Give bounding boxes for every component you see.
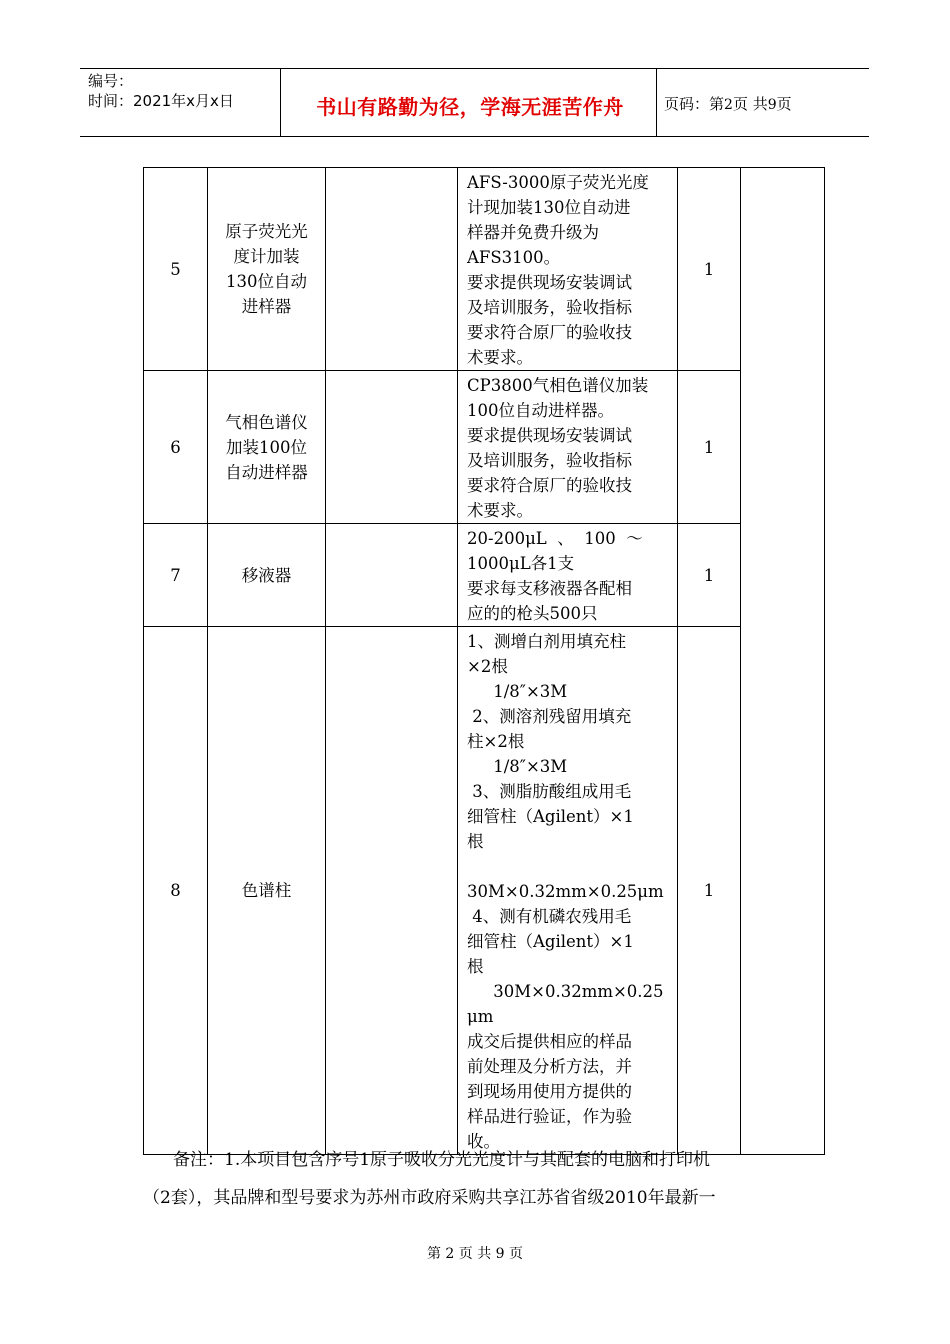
desc-line: 要求每支移液器各配相 — [467, 579, 632, 598]
name-line: 度计加装 — [233, 247, 300, 266]
header-divider-right — [656, 69, 657, 136]
desc-line: 术要求。 — [467, 501, 533, 520]
name-line: 原子荧光光 — [225, 222, 308, 241]
spec-table — [143, 167, 825, 1155]
item-quantity: 1 — [678, 524, 741, 627]
item-quantity: 1 — [678, 371, 741, 524]
empty-cell — [326, 627, 458, 1155]
remarks-note — [143, 1141, 827, 1217]
row-number: 6 — [144, 371, 208, 524]
item-name — [208, 168, 326, 371]
desc-line: 到现场用使用方提供的 — [467, 1082, 632, 1101]
table-row — [144, 371, 825, 524]
desc-line: μm — [467, 1007, 494, 1026]
desc-line: 样品进行验证，作为验 — [467, 1107, 632, 1126]
header-divider-left — [280, 69, 281, 136]
desc-line: 术要求。 — [467, 348, 533, 367]
name-line: 移液器 — [241, 565, 292, 585]
page-mid: 页 共 — [732, 95, 768, 113]
page-end: 页 — [776, 95, 792, 113]
name-line: 加装100位 — [226, 437, 307, 457]
row-number: 8 — [144, 627, 208, 1155]
desc-line: 要求符合原厂的验收技 — [467, 323, 632, 342]
desc-line: 3、测脂肪酸组成用毛 — [467, 782, 632, 801]
note-line: （2套），其品牌和型号要求为苏州市政府采购共享江苏省省级2010年最新一 — [143, 1188, 716, 1208]
item-description — [458, 371, 678, 524]
page-label: 页码：第 — [664, 95, 725, 113]
desc-line: 及培训服务，验收指标 — [467, 298, 632, 317]
desc-line — [467, 854, 670, 879]
desc-line: 要求提供现场安装调试 — [467, 273, 632, 292]
header-meta — [88, 71, 234, 111]
desc-line: CP3800气相色谱仪加装 — [467, 376, 649, 395]
item-description — [458, 524, 678, 627]
desc-line: 要求提供现场安装调试 — [467, 426, 632, 445]
item-description — [458, 627, 678, 1155]
note-line: 备注：1.本项目包含序号1原子吸收分光光度计与其配套的电脑和打印机 — [173, 1150, 711, 1170]
name-line: 自动进样器 — [225, 462, 308, 482]
desc-line: 应的的枪头500只 — [467, 604, 598, 623]
date-label: 时间：2021年x月x日 — [88, 92, 234, 110]
table-row — [144, 524, 825, 627]
item-name — [208, 524, 326, 627]
desc-line: 要求符合原厂的验收技 — [467, 476, 632, 495]
desc-line: 30M×0.32mm×0.25 — [467, 982, 664, 1001]
desc-line: 根 — [467, 957, 484, 976]
desc-line: 柱×2根 — [467, 732, 525, 751]
name-line: 色谱柱 — [241, 881, 292, 900]
name-line: 130位自动 — [226, 272, 307, 291]
empty-cell — [326, 371, 458, 524]
desc-line: 2、测溶剂残留用填充 — [467, 707, 632, 726]
empty-cell — [326, 524, 458, 627]
desc-line: 计现加装130位自动进 — [467, 198, 631, 217]
remarks-cell — [741, 168, 825, 1155]
desc-line: 收。 — [467, 1132, 500, 1151]
desc-line: 1/8″×3M — [467, 682, 568, 701]
item-quantity: 1 — [678, 168, 741, 371]
row-number: 7 — [144, 524, 208, 627]
code-label: 编号： — [88, 72, 134, 90]
desc-line: 1/8″×3M — [467, 757, 568, 776]
item-name — [208, 371, 326, 524]
desc-line: 细管柱（Agilent）×1 — [467, 932, 634, 951]
item-quantity: 1 — [678, 627, 741, 1155]
page-footer: 第 2 页 共 9 页 — [426, 1246, 524, 1262]
desc-line: 成交后提供相应的样品 — [467, 1032, 632, 1051]
desc-line: AFS-3000原子荧光光度 — [467, 173, 649, 192]
desc-line: ×2根 — [467, 657, 508, 676]
item-name — [208, 627, 326, 1155]
desc-line: 样器并免费升级为 — [467, 223, 599, 242]
name-line: 气相色谱仪 — [225, 412, 308, 432]
desc-line: 根 — [467, 832, 484, 851]
desc-line: 及培训服务，验收指标 — [467, 451, 632, 470]
desc-line: 4、测有机磷农残用毛 — [467, 907, 632, 926]
desc-line: 1000μL各1支 — [467, 554, 575, 573]
item-description — [458, 168, 678, 371]
desc-line: 30M×0.32mm×0.25μm — [467, 882, 664, 901]
row-number: 5 — [144, 168, 208, 371]
header-slogan: 书山有路勤为径，学海无涯苦作舟 — [316, 95, 624, 119]
desc-line: AFS3100。 — [467, 248, 561, 267]
desc-line: 1、测增白剂用填充柱 — [467, 632, 626, 651]
desc-line: 20-200μL 、 100 ～ — [467, 529, 643, 548]
page-header — [80, 68, 869, 137]
page-current: 2 — [724, 97, 733, 113]
desc-line: 细管柱（Agilent）×1 — [467, 807, 634, 826]
table-row — [144, 168, 825, 371]
desc-line: 100位自动进样器。 — [467, 401, 614, 420]
empty-cell — [326, 168, 458, 371]
desc-line: 前处理及分析方法，并 — [467, 1057, 632, 1076]
page-total: 9 — [767, 97, 777, 113]
name-line: 进样器 — [241, 297, 292, 316]
header-page-info — [664, 93, 792, 114]
table-row — [144, 627, 825, 1155]
